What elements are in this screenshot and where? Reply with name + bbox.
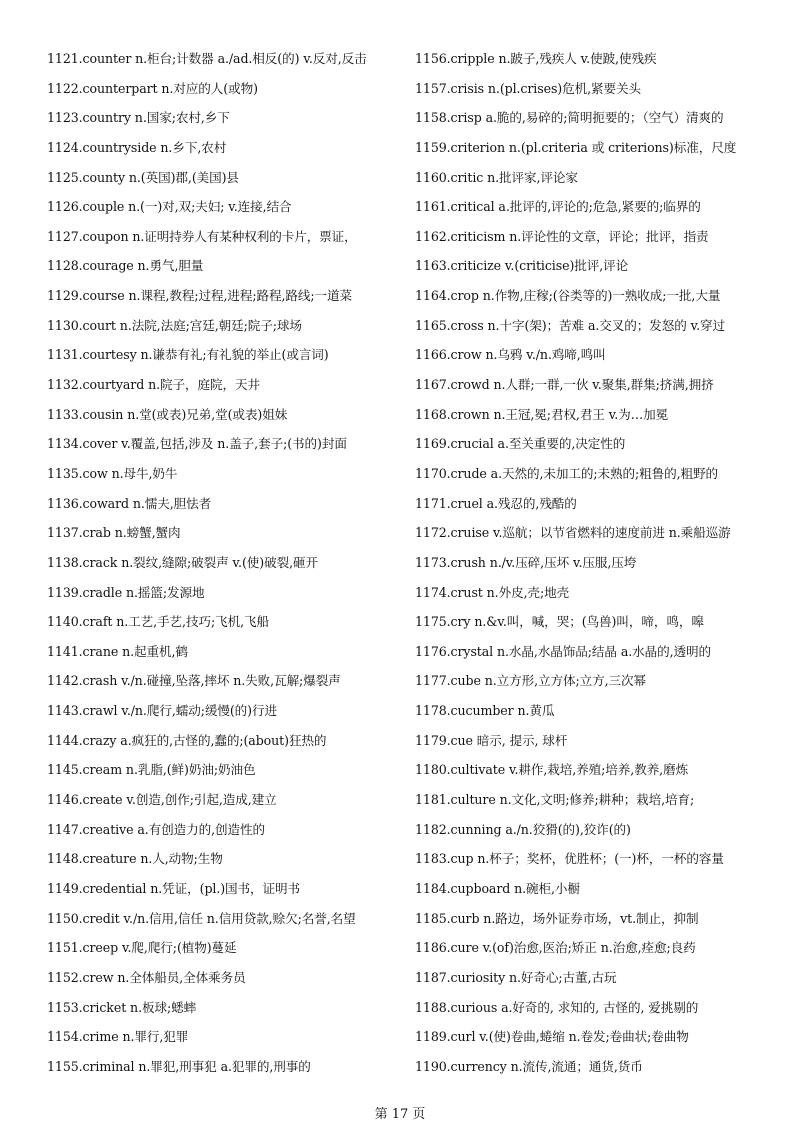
vocab-entry: 1184.cupboard n.碗柜,小橱	[415, 880, 580, 896]
vocab-entry: 1190.currency n.流传,流通；通货,货币	[415, 1058, 643, 1074]
vocab-entry: 1166.crow n.乌鸦 v./n.鸡啼,鸣叫	[415, 347, 606, 363]
vocab-entry: 1181.culture n.文化,文明;修养;耕种；栽培,培育;	[415, 792, 695, 808]
vocab-entry: 1156.cripple n.跛子,残疾人 v.使跛,使残疾	[415, 51, 657, 66]
vocab-entry: 1165.cross n.十字(架)；苦难 a.交叉的；发怒的 v.穿过	[415, 317, 726, 333]
vocab-entry: 1159.criterion n.(pl.criteria 或 criterions)标准，尺度	[415, 139, 737, 155]
vocab-entry: 1141.crane n.起重机,鹤	[47, 643, 188, 659]
vocab-entry: 1128.courage n.勇气,胆量	[47, 258, 204, 274]
vocab-entry: 1139.cradle n.摇篮;发源地	[47, 584, 205, 600]
vocab-entry: 1151.creep v.爬,爬行;(植物)蔓延	[47, 940, 237, 956]
vocab-entry: 1185.curb n.路边，场外证券市场，vt.制止，抑制	[415, 910, 699, 926]
vocab-entry: 1183.cup n.杯子；奖杯，优胜杯；(一)杯，一杯的容量	[415, 851, 724, 867]
vocab-entry: 1155.criminal n.罪犯,刑事犯 a.犯罪的,刑事的	[47, 1058, 311, 1074]
vocab-entry: 1176.crystal n.水晶,水晶饰品;结晶 a.水晶的,透明的	[415, 643, 711, 659]
vocab-entry: 1127.coupon n.证明持券人有某种权利的卡片，票证，	[47, 228, 357, 244]
vocab-entry: 1149.credential n.凭证，(pl.)国书，证明书	[47, 880, 301, 896]
vocab-entry: 1163.criticize v.(criticise)批评,评论	[415, 258, 629, 274]
vocab-entry: 1136.coward n.懦夫,胆怯者	[47, 495, 212, 511]
vocab-entry: 1125.county n.(英国)郡,(美国)县	[47, 169, 239, 185]
vocab-entry: 1129.course n.课程,教程;过程,进程;路程,路线;一道菜	[47, 288, 352, 304]
vocab-entry: 1133.cousin n.堂(或表)兄弟,堂(或表)姐妹	[47, 406, 288, 422]
vocab-entry: 1170.crude a.天然的,未加工的;未熟的;粗鲁的,粗野的	[415, 465, 718, 481]
page-number: 第 17 页	[374, 1107, 426, 1122]
vocab-entry: 1142.crash v./n.碰撞,坠落,摔坏 n.失败,瓦解;爆裂声	[47, 673, 341, 689]
vocab-entry: 1171.cruel a.残忍的,残酷的	[415, 495, 577, 511]
vocab-entry: 1121.counter n.柜台;计数器 a./ad.相反(的) v.反对,反击	[47, 51, 367, 66]
vocab-entry: 1145.cream n.乳脂,(鲜)奶油;奶油色	[47, 762, 256, 778]
vocab-entry: 1161.critical a.批评的,评论的;危急,紧要的;临界的	[415, 199, 701, 215]
vocab-entry: 1189.curl v.(使)卷曲,蜷缩 n.卷发;卷曲状;卷曲物	[415, 1029, 689, 1045]
vocab-entry: 1187.curiosity n.好奇心;古董,古玩	[415, 969, 617, 985]
vocab-entry: 1160.critic n.批评家,评论家	[415, 169, 578, 185]
vocab-entry: 1135.cow n.母牛,奶牛	[47, 465, 178, 481]
vocab-entry: 1186.cure v.(of)治愈,医治;矫正 n.治愈,痊愈;良药	[415, 940, 696, 956]
vocab-entry: 1122.counterpart n.对应的人(或物)	[47, 80, 258, 96]
vocab-entry: 1169.crucial a.至关重要的,决定性的	[415, 436, 626, 452]
vocab-entry: 1137.crab n.螃蟹,蟹肉	[47, 525, 181, 541]
vocab-entry: 1154.crime n.罪行,犯罪	[47, 1029, 189, 1045]
vocab-entry: 1138.crack n.裂纹,缝隙;破裂声 v.(使)破裂,砸开	[47, 554, 318, 570]
vocab-entry: 1131.courtesy n.谦恭有礼;有礼貌的举止(或言词)	[47, 347, 329, 363]
vocab-entry: 1153.cricket n.板球;蟋蟀	[47, 999, 197, 1015]
vocab-entry: 1174.crust n.外皮,壳;地壳	[415, 584, 570, 600]
vocab-entry: 1150.credit v./n.信用,信任 n.信用贷款,赊欠;名誉,名望	[47, 910, 356, 926]
vocab-entry: 1130.court n.法院,法庭;宫廷,朝廷;院子;球场	[47, 317, 302, 333]
vocab-entry: 1132.courtyard n.院子，庭院，天井	[47, 377, 260, 393]
vocab-entry: 1134.cover v.覆盖,包括,涉及 n.盖子,套子;(书的)封面	[47, 436, 347, 452]
vocab-entry: 1146.create v.创造,创作;引起,造成,建立	[47, 792, 277, 808]
vocab-entry: 1157.crisis n.(pl.crises)危机,紧要关头	[415, 80, 641, 96]
vocab-entry: 1148.creature n.人,动物;生物	[47, 851, 223, 867]
vocab-entry: 1162.criticism n.评论性的文章，评论；批评，指责	[415, 228, 709, 244]
vocab-entry: 1140.craft n.工艺,手艺,技巧;飞机,飞船	[47, 614, 269, 630]
vocab-entry: 1173.crush n./v.压碎,压坏 v.压服,压垮	[415, 554, 637, 570]
vocab-entry: 1143.crawl v./n.爬行,蠕动;缓慢(的)行进	[47, 703, 277, 719]
vocab-entry: 1172.cruise v.巡航；以节省燃料的速度前进 n.乘船巡游	[415, 525, 731, 541]
vocab-entry: 1123.country n.国家;农村,乡下	[47, 110, 230, 126]
vocab-entry: 1175.cry n.&v.叫，喊，哭；(鸟兽)叫，啼，鸣，嗥	[415, 614, 704, 630]
vocab-entry: 1188.curious a.好奇的, 求知的, 古怪的, 爱挑剔的	[415, 999, 699, 1015]
vocab-entry: 1144.crazy a.疯狂的,古怪的,蠢的;(about)狂热的	[47, 732, 327, 748]
vocab-entry: 1167.crowd n.人群;一群,一伙 v.聚集,群集;挤满,拥挤	[415, 377, 714, 393]
vocab-entry: 1124.countryside n.乡下,农村	[47, 139, 227, 155]
vocab-entry: 1168.crown n.王冠,冕;君权,君王 v.为…加冕	[415, 406, 669, 422]
vocab-entry: 1182.cunning a./n.狡猾(的),狡诈(的)	[415, 821, 631, 837]
vocab-entry: 1164.crop n.作物,庄稼;(谷类等的)一熟收成;一批,大量	[415, 288, 721, 304]
vocab-entry: 1147.creative a.有创造力的,创造性的	[47, 821, 266, 837]
vocab-entry: 1126.couple n.(一)对,双;夫妇; v.连接,结合	[47, 199, 292, 215]
vocab-entry: 1177.cube n.立方形,立方体;立方,三次幂	[415, 673, 647, 689]
vocab-entry: 1158.crisp a.脆的,易碎的;简明扼要的；（空气）清爽的	[415, 110, 724, 126]
left-column	[47, 44, 412, 1081]
vocab-entry: 1179.cue 暗示, 提示, 球杆	[415, 732, 568, 748]
right-column	[415, 44, 780, 1081]
vocab-entry: 1152.crew n.全体船员,全体乘务员	[47, 969, 246, 985]
vocab-entry: 1180.cultivate v.耕作,栽培,养殖;培养,教养,磨炼	[415, 762, 689, 778]
vocab-entry: 1178.cucumber n.黄瓜	[415, 703, 555, 719]
